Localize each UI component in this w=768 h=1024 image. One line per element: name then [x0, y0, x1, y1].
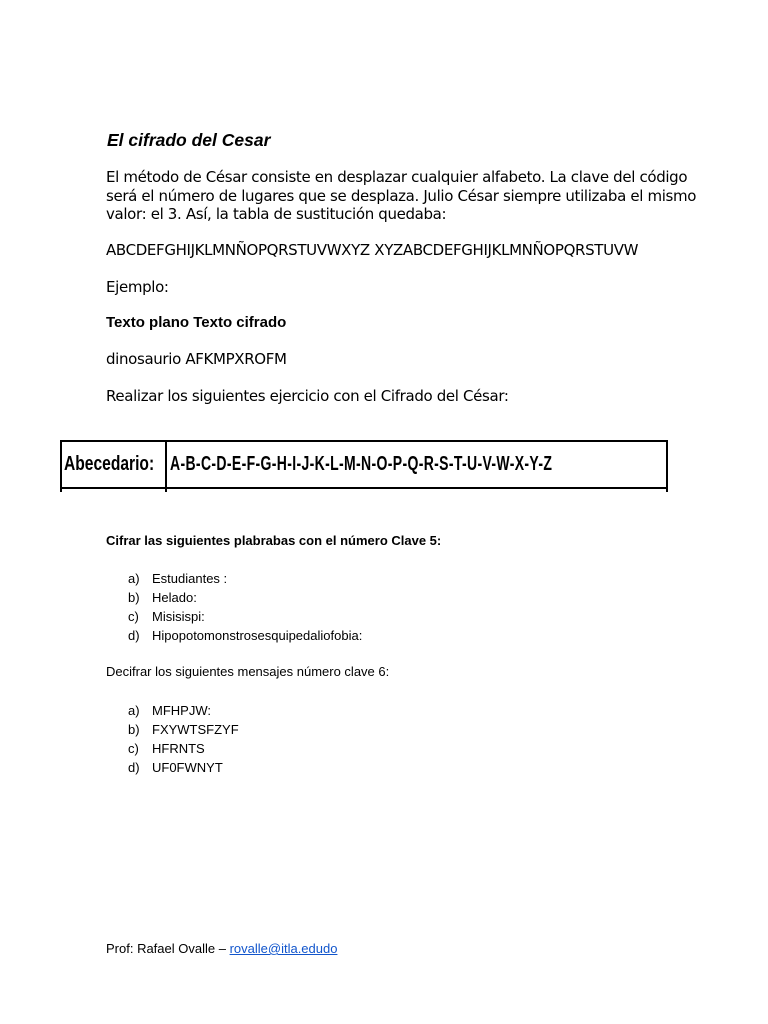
- list-item: [106, 569, 362, 588]
- list-marker: d): [128, 628, 140, 643]
- list-marker: b): [128, 590, 140, 605]
- intro-paragraph: El método de César consiste en desplazar cualquier alfabeto. La clave del código será el número de lugares que se desplaza. Julio César siempre utilizaba el mismo valor: el 3. Así, la tabla de sustitución quedaba:: [106, 168, 697, 223]
- example-row: dinosaurio AFKMPXROFM: [106, 350, 287, 368]
- alphabet-letters: A-B-C-D-E-F-G-H-I-J-K-L-M-N-O-P-Q-R-S-T-U-V-W-X-Y-Z: [170, 453, 553, 475]
- example-label: Ejemplo:: [106, 278, 169, 296]
- email-link[interactable]: rovalle@itla.edudo: [229, 941, 338, 956]
- list-item-text: Hipopotomonstrosesquipedaliofobia:: [152, 628, 363, 643]
- list-item-text: FXYWTSFZYF: [152, 722, 239, 737]
- table-bottom-border: [60, 487, 668, 489]
- list-marker: b): [128, 722, 140, 737]
- list-marker: a): [128, 703, 140, 718]
- list-item-text: HFRNTS: [152, 741, 205, 756]
- decipher-section-title: Decifrar los siguientes mensajes número clave 6:: [106, 664, 390, 679]
- list-item: [106, 588, 362, 607]
- exercise-instruction: Realizar los siguientes ejercicio con el Cifrado del César:: [106, 387, 509, 405]
- list-item-text: Helado:: [152, 590, 197, 605]
- list-item: [106, 739, 239, 758]
- alphabet-table: [60, 440, 668, 492]
- substitution-table-text: ABCDEFGHIJKLMNÑOPQRSTUVWXYZ XYZABCDEFGHIJKLMNÑOPQRSTUVW: [106, 241, 639, 259]
- page-title: El cifrado del Cesar: [107, 130, 271, 150]
- list-item-text: Misisispi:: [152, 609, 205, 624]
- list-marker: d): [128, 760, 140, 775]
- footer-author: Prof: Rafael Ovalle –: [106, 941, 226, 956]
- list-marker: c): [128, 741, 139, 756]
- list-item: [106, 720, 239, 739]
- table-left-border: [60, 440, 62, 492]
- list-item: [106, 607, 362, 626]
- table-right-border: [666, 440, 668, 492]
- cipher-section-title: Cifrar las siguientes plabrabas con el número Clave 5:: [106, 533, 442, 548]
- alphabet-label: Abecedario:: [64, 453, 155, 475]
- list-marker: a): [128, 571, 140, 586]
- cipher-list: [106, 569, 362, 645]
- footer: [106, 941, 337, 956]
- list-item-text: MFHPJW:: [152, 703, 211, 718]
- list-item: [106, 701, 239, 720]
- table-top-border: [60, 440, 668, 442]
- example-header: Texto plano Texto cifrado: [106, 314, 287, 331]
- list-item: [106, 626, 362, 645]
- list-item-text: Estudiantes :: [152, 571, 228, 586]
- list-marker: c): [128, 609, 139, 624]
- table-divider: [165, 440, 167, 492]
- list-item-text: UF0FWNYT: [152, 760, 223, 775]
- list-item: [106, 758, 239, 777]
- decipher-list: [106, 701, 239, 777]
